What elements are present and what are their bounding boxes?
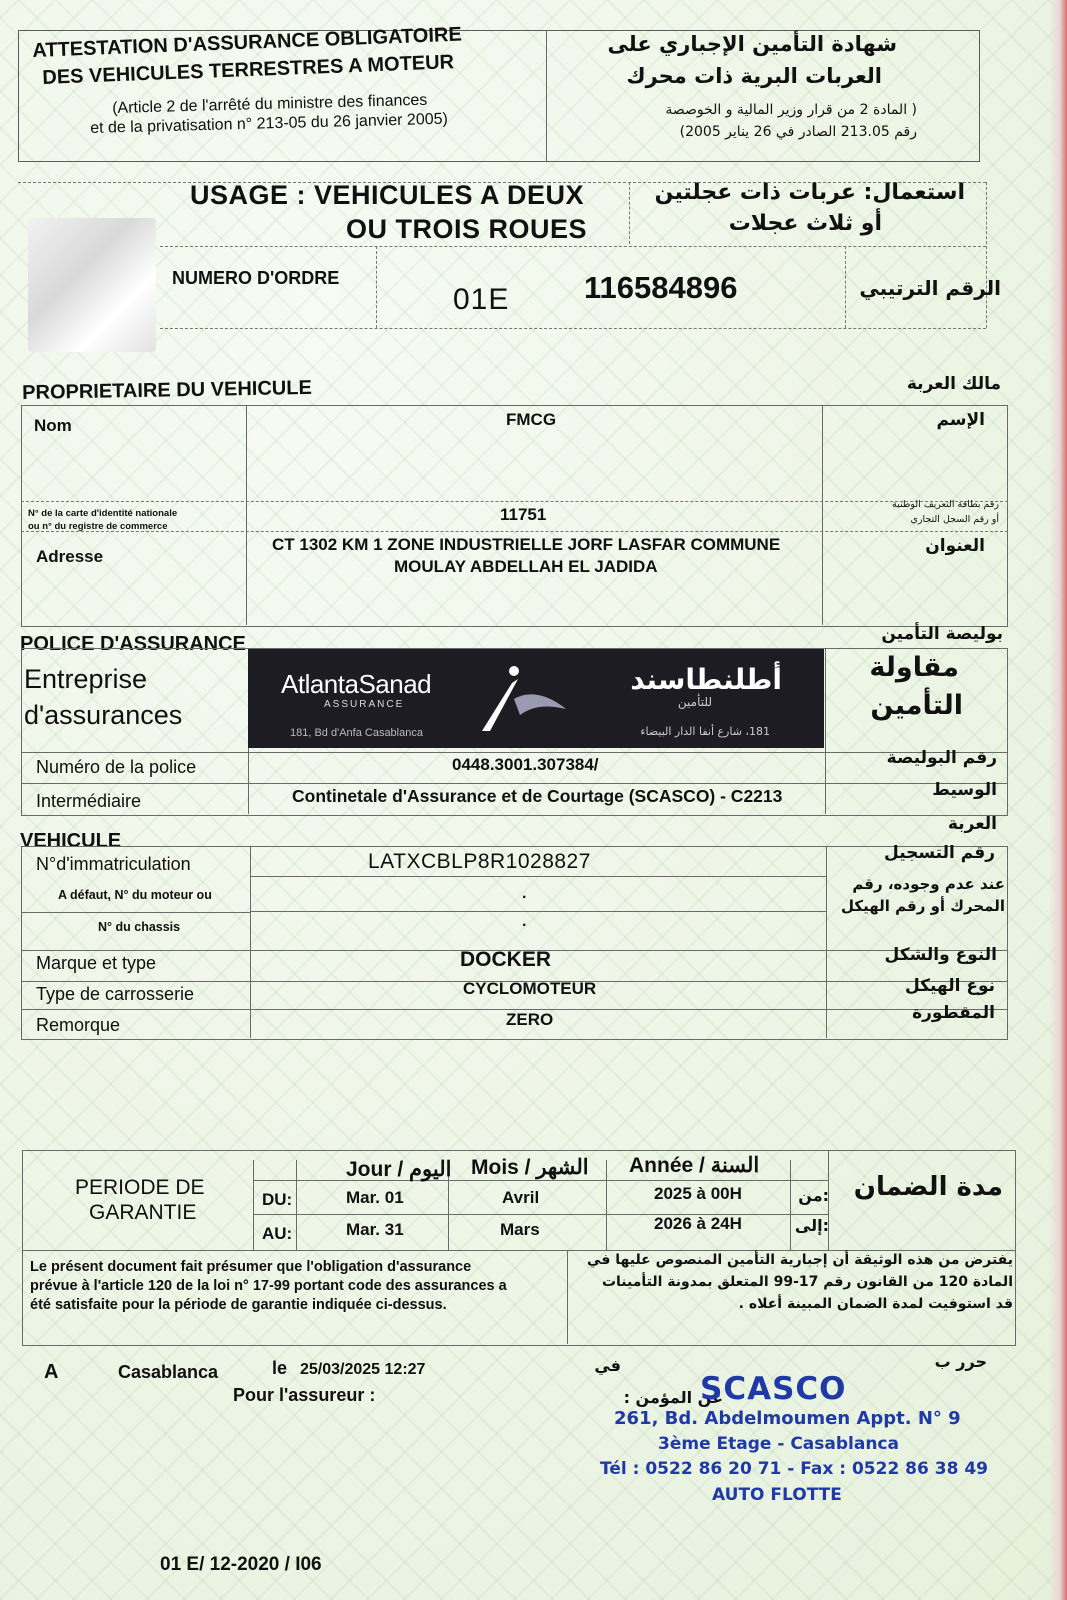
- registration-label-fr: N°d'immatriculation: [36, 854, 191, 874]
- signature-ar-at: في: [594, 1356, 621, 1375]
- stamp-line2: 3ème Etage - Casablanca: [658, 1434, 899, 1454]
- signature-date-label: le: [272, 1358, 288, 1378]
- to-label: AU:: [262, 1224, 293, 1243]
- ref-ar-line2: رقم 213.05 الصادر في 26 يناير 2005): [679, 124, 917, 140]
- col-year-header: Année / السنة: [629, 1154, 760, 1177]
- title-fr-line1: ATTESTATION D'ASSURANCE OBLIGATOIRE: [32, 23, 463, 62]
- notice-ar-line3: قد استوفيت لمدة الضمان المبينة أعلاه .: [738, 1296, 1013, 1312]
- trailer-value: ZERO: [506, 1010, 554, 1029]
- registration-value: LATXCBLP8R1028827: [368, 850, 591, 873]
- from-label: DU:: [262, 1190, 293, 1209]
- signature-date-value: 25/03/2025 12:27: [300, 1361, 426, 1378]
- engine-label-fr-line1: A défaut, N° du moteur ou: [58, 888, 212, 902]
- owner-id-label-ar-line2: أو رقم السجل التجاري: [910, 514, 999, 525]
- logo-sub-ar: للتأمين: [677, 695, 712, 709]
- owner-id-value: 11751: [500, 505, 547, 524]
- holographic-seal: [28, 218, 156, 352]
- usage-ar-line1: استعمال: عربات ذات عجلتين: [654, 180, 965, 205]
- owner-name-label-ar: الإسم: [936, 410, 985, 430]
- vehicle-section-ar: العربة: [947, 814, 997, 834]
- signature-city: Casablanca: [118, 1362, 219, 1382]
- body-value: CYCLOMOTEUR: [463, 979, 597, 998]
- notice-ar-line2: المادة 120 من القانون رقم 17-99 المتعلق بمدونة التأمينات: [601, 1274, 1013, 1290]
- order-code: 01E: [453, 283, 510, 316]
- notice-fr-line1: Le présent document fait présumer que l'obligation d'assurance: [30, 1259, 472, 1275]
- owner-section-ar: مالك العربة: [906, 374, 1001, 394]
- engine-label-ar-line1: عند عدم وجوده، رقم: [852, 875, 1005, 893]
- guarantee-label-fr-line1: PERIODE DE: [75, 1176, 205, 1199]
- from-day: Mar. 01: [346, 1188, 404, 1207]
- engine-value-1: .: [522, 885, 527, 902]
- order-label-ar: الرقم الترتيبي: [859, 276, 1001, 300]
- make-label-fr: Marque et type: [36, 953, 157, 973]
- title-fr-line2: DES VEHICULES TERRESTRES A MOTEUR: [42, 51, 455, 89]
- registration-label-ar: رقم التسجيل: [884, 843, 995, 863]
- for-insurer-fr: Pour l'assureur :: [233, 1385, 376, 1405]
- stamp-line1: 261, Bd. Abdelmoumen Appt. N° 9: [614, 1408, 961, 1429]
- owner-address-label-fr: Adresse: [36, 547, 104, 566]
- ref-ar-line1: ( المادة 2 من قرار وزير المالية و الخوصصة: [665, 102, 917, 118]
- logo-sub: ASSURANCE: [324, 699, 405, 710]
- owner-id-label-ar-line1: رقم بطاقة التعريف الوطنية: [891, 499, 999, 510]
- owner-section-fr: PROPRIETAIRE DU VEHICULE: [22, 376, 313, 404]
- notice-fr-line3: été satisfaite pour la période de garantie indiquée ci-dessus.: [30, 1297, 447, 1313]
- to-day: Mar. 31: [346, 1220, 404, 1239]
- engine-label-fr-line2: N° du chassis: [98, 920, 181, 934]
- atlantasanad-logo-mark-icon: [478, 661, 570, 733]
- vehicle-section-fr: VEHICULE: [20, 830, 122, 852]
- insurer-label-ar-line1: مقاولة: [869, 652, 959, 683]
- guarantee-label-fr-line2: GARANTIE: [89, 1201, 197, 1224]
- guarantee-label-ar: مدة الضمان: [853, 1172, 1003, 1202]
- insurer-label-ar-line2: التأمين: [870, 690, 963, 721]
- insurer-logo-banner: [248, 649, 824, 748]
- for-insurer-ar: عن المؤمن :: [623, 1388, 723, 1407]
- intermediary-label-fr: Intermédiaire: [36, 791, 142, 811]
- owner-id-label-fr-line2: ou n° du registre de commerce: [28, 521, 168, 532]
- footer-code: 01 E/ 12-2020 / I06: [160, 1554, 322, 1575]
- signature-ar-written: حرر ب: [934, 1352, 987, 1371]
- owner-address-line2: MOULAY ABDELLAH EL JADIDA: [394, 557, 658, 576]
- logo-address-fr: 181, Bd d'Anfa Casablanca: [290, 727, 423, 739]
- to-month: Mars: [500, 1220, 540, 1239]
- policy-section-ar: بوليصة التأمين: [881, 624, 1003, 644]
- signature-at-label: A: [44, 1361, 59, 1383]
- insurer-label-fr-line1: Entreprise: [24, 664, 148, 694]
- owner-name-value: FMCG: [506, 410, 557, 429]
- order-label-fr: NUMERO D'ORDRE: [172, 268, 340, 288]
- logo-address-ar: 181، شارع أنفا الدار البيضاء: [640, 725, 770, 738]
- to-ar: :إلى: [794, 1216, 829, 1235]
- usage-fr-line1: USAGE : VEHICULES A DEUX: [190, 180, 585, 210]
- policy-number-label-fr: Numéro de la police: [36, 757, 197, 777]
- usage-ar-line2: أو ثلاث عجلات: [728, 211, 882, 236]
- body-label-ar: نوع الهيكل: [904, 976, 995, 996]
- page-edge: [1049, 0, 1067, 1600]
- ref-fr-line2: et de la privatisation n° 213-05 du 26 janvier 2005): [90, 110, 449, 137]
- from-year: 2025 à 00H: [654, 1184, 742, 1203]
- policy-number-value: 0448.3001.307384/: [452, 755, 599, 774]
- trailer-label-fr: Remorque: [36, 1015, 121, 1035]
- col-month-header: Mois / الشهر: [471, 1156, 589, 1179]
- notice-fr-line2: prévue à l'article 120 de la loi n° 17-99 portant code des assurances a: [30, 1278, 507, 1294]
- engine-value-2: .: [522, 913, 527, 930]
- from-ar: :من: [798, 1186, 829, 1205]
- make-value: DOCKER: [460, 948, 552, 971]
- logo-name: AtlantaSanad: [281, 669, 432, 699]
- engine-label-ar-line2: المحرك أو رقم الهيكل: [841, 897, 1005, 915]
- policy-number-label-ar: رقم البوليصة: [886, 748, 997, 768]
- stamp-line4: AUTO FLOTTE: [712, 1485, 842, 1505]
- intermediary-label-ar: الوسيط: [932, 780, 997, 800]
- body-label-fr: Type de carrosserie: [36, 984, 195, 1004]
- owner-address-line1: CT 1302 KM 1 ZONE INDUSTRIELLE JORF LASFAR COMMUNE: [272, 535, 781, 554]
- insurer-label-fr-line2: d'assurances: [24, 700, 183, 730]
- from-month: Avril: [502, 1188, 540, 1207]
- ref-fr-line1: (Article 2 de l'arrêté du ministre des finances: [112, 91, 428, 117]
- policy-section-fr: POLICE D'ASSURANCE: [20, 633, 246, 655]
- col-day-header: Jour / اليوم: [346, 1158, 452, 1181]
- title-ar-line1: شهادة التأمين الإجباري على: [607, 32, 897, 56]
- owner-id-label-fr-line1: N° de la carte d'identité nationale: [28, 508, 178, 519]
- usage-fr-line2: OU TROIS ROUES: [346, 214, 588, 244]
- owner-address-label-ar: العنوان: [925, 536, 985, 556]
- title-ar-line2: العربات البرية ذات محرك: [626, 64, 882, 88]
- order-number: 116584896: [584, 270, 738, 305]
- stamp-name: SCASCO: [700, 1371, 847, 1407]
- owner-name-label-fr: Nom: [34, 416, 72, 435]
- stamp-line3: Tél : 0522 86 20 71 - Fax : 0522 86 38 49: [600, 1459, 988, 1479]
- intermediary-value: Continetale d'Assurance et de Courtage (SCASCO) - C2213: [292, 786, 783, 806]
- make-label-ar: النوع والشكل: [884, 945, 997, 965]
- notice-ar-line1: يفترض من هذه الوثيقة أن إجبارية التأمين المنصوص عليها في: [587, 1252, 1013, 1268]
- to-year: 2026 à 24H: [654, 1214, 742, 1233]
- logo-name-ar: أطلنطاسند: [630, 663, 782, 696]
- trailer-label-ar: المقطورة: [912, 1003, 995, 1023]
